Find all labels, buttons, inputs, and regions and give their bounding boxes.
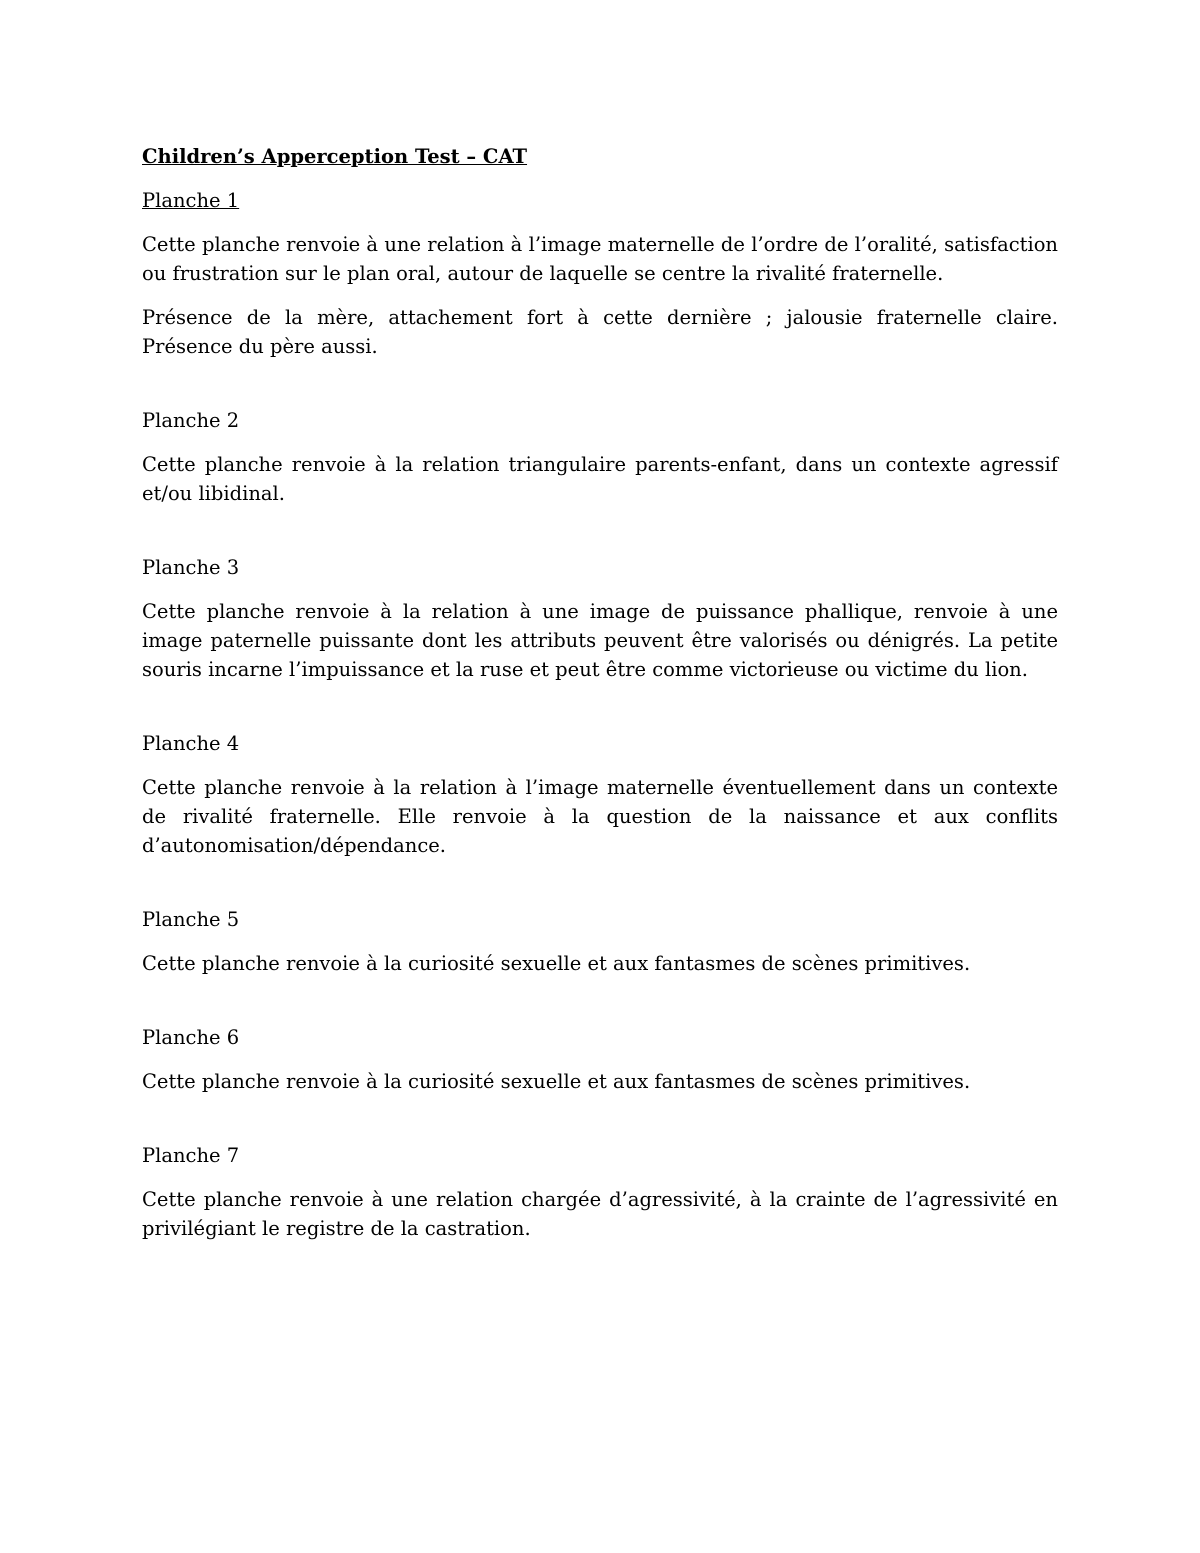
section-paragraph: Présence de la mère, attachement fort à cette dernière ; jalousie fraternelle claire. Présence du père aussi.: [142, 306, 1058, 358]
section-planche-4: [142, 729, 1058, 860]
section-paragraph: Cette planche renvoie à la relation à l’image maternelle éventuellement dans un contexte de rivalité fraternelle. Elle renvoie à la question de la naissance et aux conflits d’autonomisation/dépendance.: [142, 776, 1058, 857]
section-planche-7: [142, 1141, 1058, 1243]
section-heading: Planche 5: [142, 908, 240, 931]
section-planche-1: [142, 186, 1058, 361]
section-heading: Planche 6: [142, 1026, 240, 1049]
section-planche-3: [142, 553, 1058, 684]
section-heading: Planche 2: [142, 409, 240, 432]
section-paragraph: Cette planche renvoie à une relation à l’image maternelle de l’ordre de l’oralité, satisfaction ou frustration sur le plan oral, autour de laquelle se centre la rivalité fraternelle.: [142, 233, 1058, 285]
section-heading: Planche 7: [142, 1144, 240, 1167]
section-planche-2: [142, 406, 1058, 508]
section-heading: Planche 3: [142, 556, 240, 579]
section-planche-6: [142, 1023, 1058, 1096]
section-planche-5: [142, 905, 1058, 978]
section-paragraph: Cette planche renvoie à la curiosité sexuelle et aux fantasmes de scènes primitives.: [142, 1070, 971, 1093]
section-heading: Planche 1: [142, 189, 240, 212]
document-body: [142, 142, 1058, 1288]
document-title: Children’s Apperception Test – CAT: [142, 145, 528, 168]
section-paragraph: Cette planche renvoie à la relation à une image de puissance phallique, renvoie à une image paternelle puissante dont les attributs peuvent être valorisés ou dénigrés. La petite souris incarne l’impuissance et la ruse et peut être comme victorieuse ou victime du lion.: [142, 600, 1058, 681]
section-paragraph: Cette planche renvoie à une relation chargée d’agressivité, à la crainte de l’agressivité en privilégiant le registre de la castration.: [142, 1188, 1058, 1240]
section-heading: Planche 4: [142, 732, 240, 755]
section-paragraph: Cette planche renvoie à la curiosité sexuelle et aux fantasmes de scènes primitives.: [142, 952, 971, 975]
section-paragraph: Cette planche renvoie à la relation triangulaire parents-enfant, dans un contexte agressif et/ou libidinal.: [142, 453, 1058, 505]
